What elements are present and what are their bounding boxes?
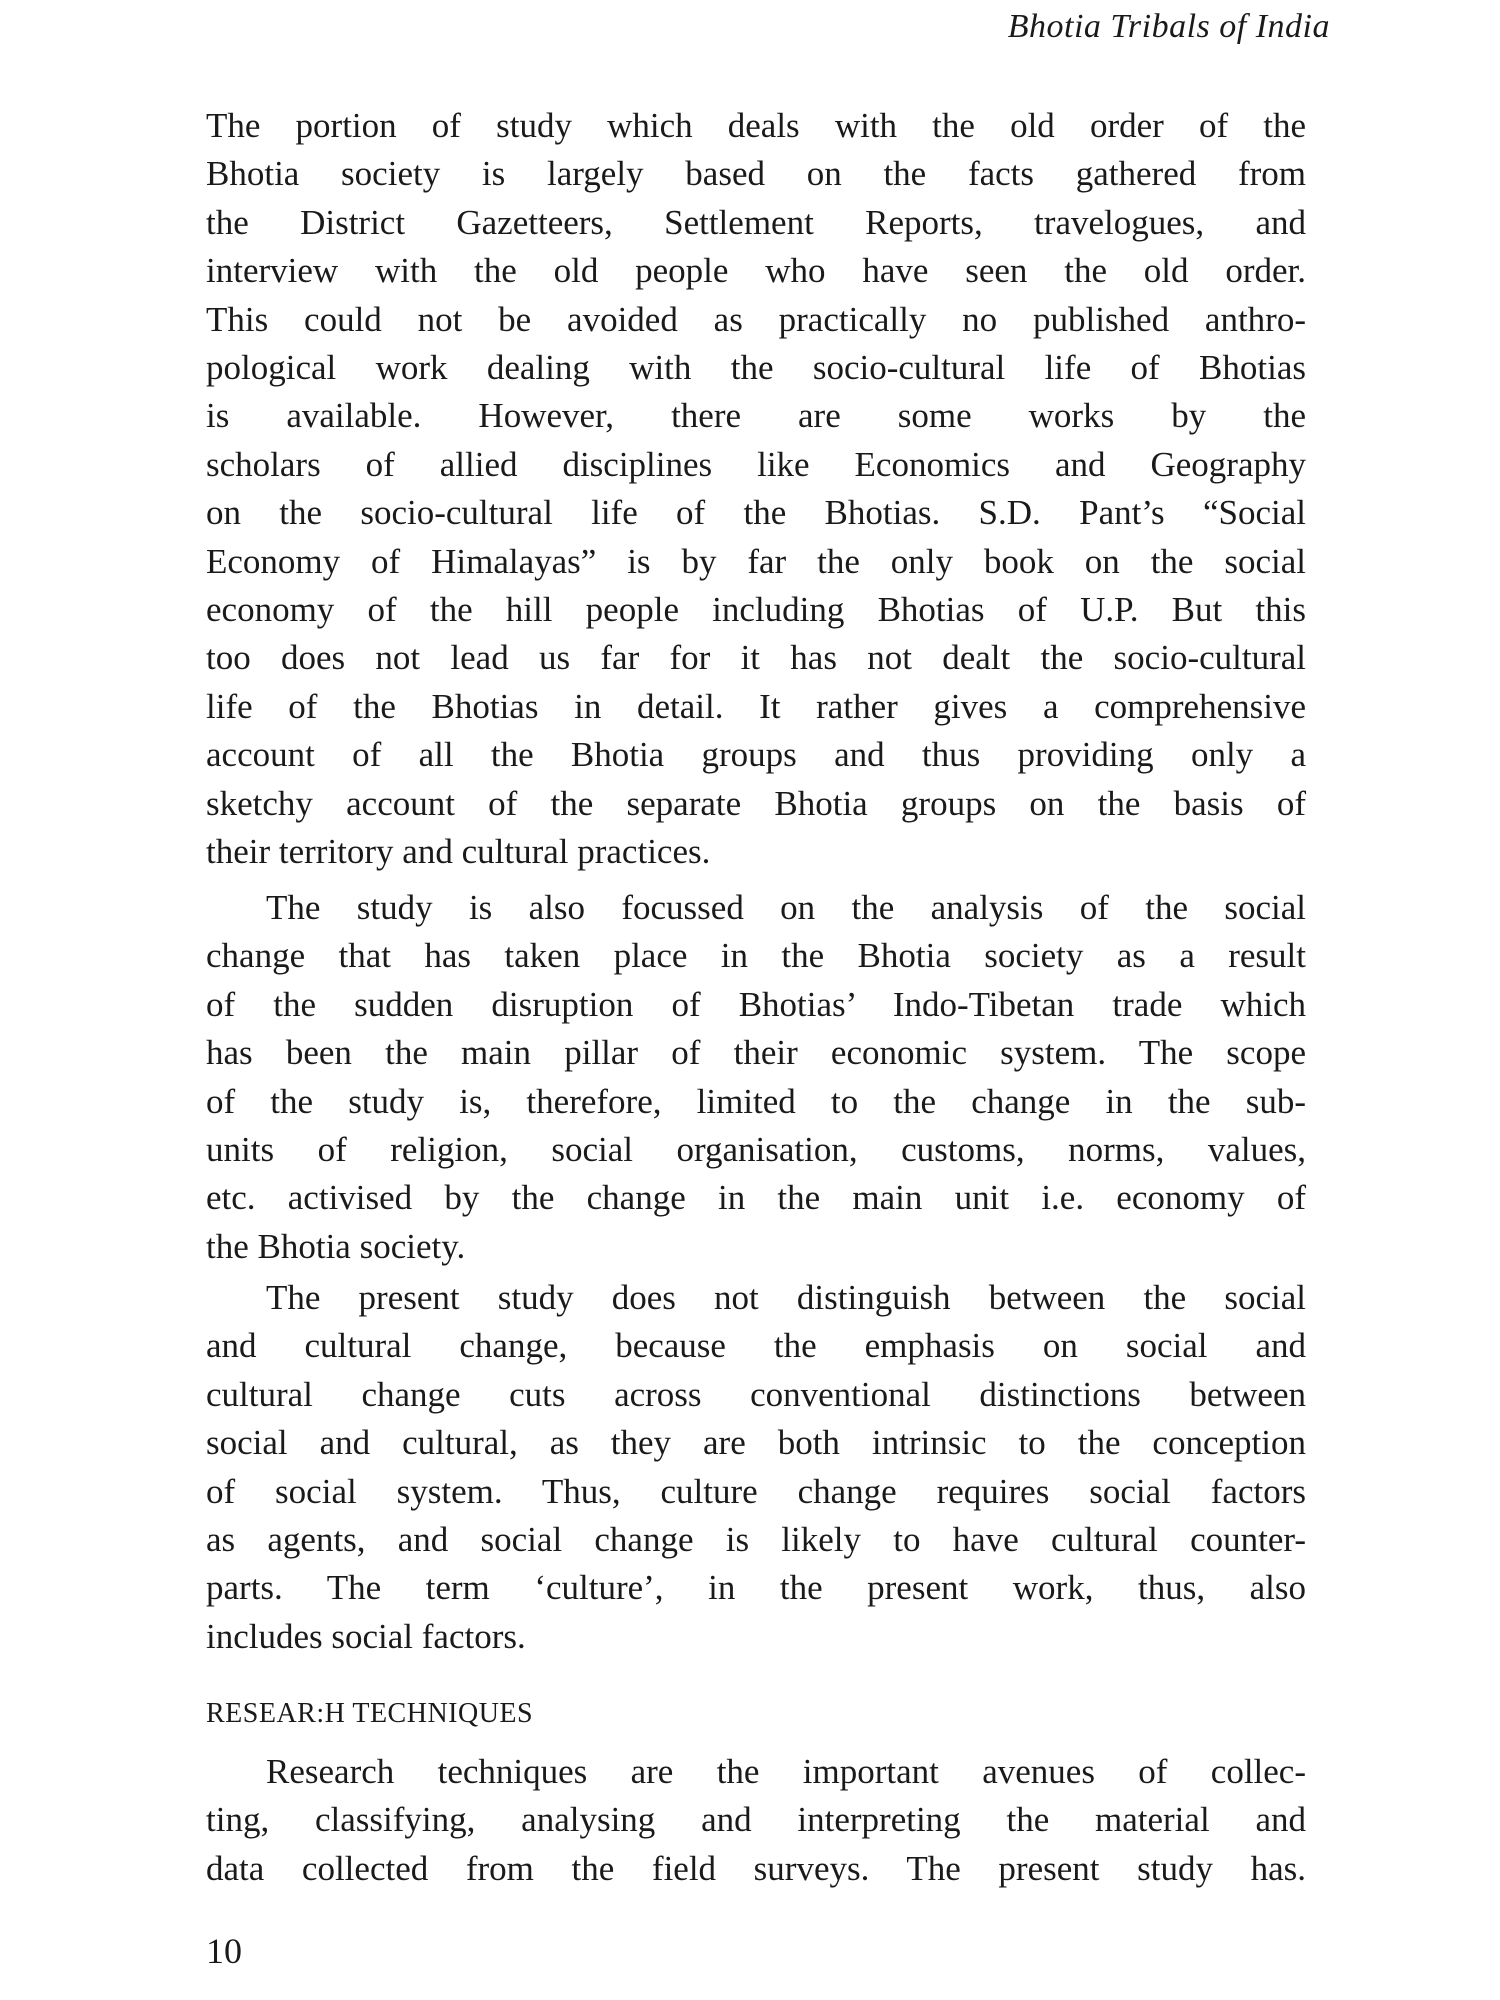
text-line: and cultural change, because the emphasis on social and (206, 1326, 1306, 1366)
text-line: data collected from the field surveys. The present study has. (206, 1848, 1306, 1888)
text-line: parts. The term ‘culture’, in the present work, thus, also (206, 1568, 1306, 1608)
text-line: scholars of allied disciplines like Economics and Geography (206, 444, 1306, 484)
text-line: as agents, and social change is likely to have cultural counter- (206, 1520, 1306, 1560)
page-number: 10 (206, 1931, 242, 1971)
text-line: life of the Bhotias in detail. It rather gives a comprehensive (206, 686, 1306, 726)
text-line: the Bhotia society. (206, 1226, 466, 1266)
text-line: their territory and cultural practices. (206, 832, 711, 872)
text-line: interview with the old people who have seen the old order. (206, 251, 1306, 291)
text-line: Bhotia society is largely based on the facts gathered from (206, 154, 1306, 194)
text-line: units of religion, social organisation, customs, norms, values, (206, 1130, 1306, 1170)
text-line: The study is also focussed on the analysis of the social (266, 888, 1306, 927)
text-line: has been the main pillar of their economic system. The scope (206, 1033, 1306, 1073)
text-line: pological work dealing with the socio-cultural life of Bhotias (206, 348, 1306, 388)
paragraph-social-change-focus (206, 884, 1306, 1271)
text-line: includes social factors. (206, 1616, 526, 1656)
paragraph-old-order (206, 102, 1306, 877)
text-line: This could not be avoided as practically no published anthro- (206, 299, 1306, 339)
text-line: is available. However, there are some works by the (206, 396, 1306, 436)
text-line: sketchy account of the separate Bhotia groups on the basis of (206, 783, 1306, 823)
text-line: account of all the Bhotia groups and thus providing only a (206, 735, 1306, 775)
paragraph-research-techniques (206, 1748, 1306, 1893)
section-heading-research-techniques: RESEAR:H TECHNIQUES (206, 1698, 534, 1729)
text-line: The present study does not distinguish between the social (266, 1278, 1306, 1317)
paragraph-social-cultural-distinction (206, 1274, 1306, 1661)
text-line: ting, classifying, analysing and interpreting the material and (206, 1800, 1306, 1840)
running-header-title: Bhotia Tribals of India (1007, 8, 1330, 45)
text-line: The portion of study which deals with the old order of the (206, 106, 1306, 145)
text-line: on the socio-cultural life of the Bhotias. S.D. Pant’s “Social (206, 493, 1306, 533)
text-line: of the sudden disruption of Bhotias’ Indo-Tibetan trade which (206, 984, 1306, 1024)
text-line: of social system. Thus, culture change requires social factors (206, 1471, 1306, 1511)
text-line: too does not lead us far for it has not dealt the socio-cultural (206, 638, 1306, 678)
text-line: of the study is, therefore, limited to the change in the sub- (206, 1081, 1306, 1121)
text-line: social and cultural, as they are both intrinsic to the conception (206, 1423, 1306, 1463)
text-line: cultural change cuts across conventional distinctions between (206, 1374, 1306, 1414)
text-line: economy of the hill people including Bhotias of U.P. But this (206, 590, 1306, 630)
text-line: Economy of Himalayas” is by far the only book on the social (206, 541, 1306, 581)
text-line: change that has taken place in the Bhotia society as a result (206, 936, 1306, 976)
text-line: Research techniques are the important avenues of collec- (266, 1752, 1306, 1791)
text-line: etc. activised by the change in the main unit i.e. economy of (206, 1178, 1306, 1218)
text-line: the District Gazetteers, Settlement Reports, travelogues, and (206, 202, 1306, 242)
